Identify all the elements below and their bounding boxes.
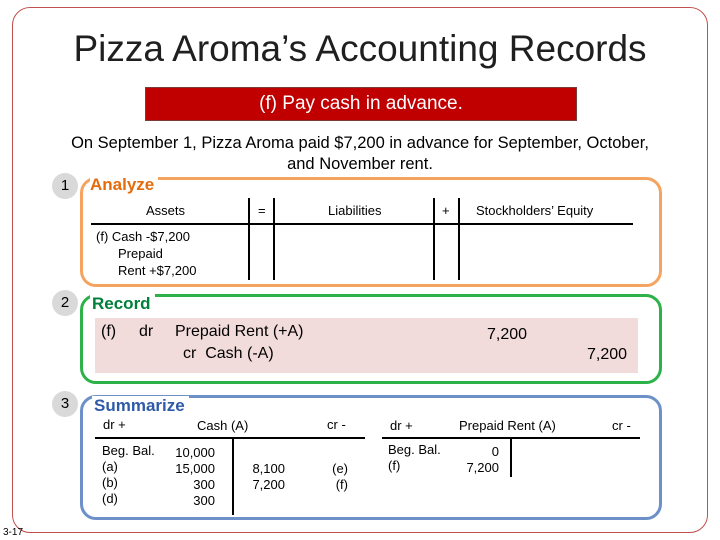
prepaid-left-label: Beg. Bal.: [388, 442, 441, 457]
cash-dr-label: dr +: [103, 417, 126, 432]
cash-t-stem: [232, 437, 234, 515]
cash-left-value: 10,000: [175, 445, 215, 460]
analyze-entry: [96, 228, 196, 279]
cash-right-value: 7,200: [252, 477, 285, 492]
record-label: Record: [90, 294, 155, 314]
prepaid-left-value: 7,200: [466, 460, 499, 475]
equation-divider-2: [273, 198, 275, 280]
cash-left-value: 300: [193, 477, 215, 492]
cash-left-label: Beg. Bal.: [102, 443, 155, 458]
plus-sign: +: [442, 203, 450, 218]
cash-left-label: (d): [102, 491, 118, 506]
transaction-description: [40, 133, 680, 175]
prepaid-left-label: (f): [388, 458, 401, 473]
cash-right-label: (f): [335, 477, 348, 492]
journal-debit-account: Prepaid Rent (+A): [175, 323, 304, 340]
slide-title: Pizza Aroma’s Accounting Records: [73, 28, 647, 69]
prepaid-cr-label: cr -: [612, 418, 631, 433]
journal-dr: dr: [139, 323, 154, 340]
equals-sign: =: [258, 203, 266, 218]
journal-credit-amount: 7,200: [587, 346, 628, 363]
liabilities-header: Liabilities: [328, 203, 382, 218]
page-number: 3-17: [3, 527, 24, 538]
prepaid-t-stem: [510, 437, 512, 477]
equation-header: [91, 198, 633, 224]
assets-header: Assets: [146, 203, 186, 218]
prepaid-account-title: Prepaid Rent (A): [459, 418, 556, 433]
cash-right-label: (e): [332, 461, 348, 476]
journal-entry: [95, 318, 638, 373]
cash-account-title: Cash (A): [197, 418, 249, 433]
journal-debit-amount: 7,200: [487, 326, 528, 343]
cash-left-label: (a): [102, 459, 118, 474]
step-3-badge: 3: [52, 391, 78, 417]
prepaid-dr-label: dr +: [390, 418, 413, 433]
cash-right-values: [235, 461, 285, 493]
cash-right-labels: [328, 461, 348, 493]
description-line-2: and November rent.: [287, 155, 433, 173]
cash-left-value: 300: [193, 493, 215, 508]
cash-t-top: [95, 437, 365, 439]
cash-left-value: 15,000: [175, 461, 215, 476]
step-1-badge: 1: [52, 173, 78, 199]
cash-left-values: [160, 445, 215, 509]
analyze-entry-line-1: (f) Cash -$7,200: [96, 229, 190, 244]
equation-body: [91, 224, 633, 280]
transaction-banner: (f) Pay cash in advance.: [145, 87, 577, 121]
description-line-1: On September 1, Pizza Aroma paid $7,200 in advance for September, October,: [71, 134, 649, 152]
prepaid-left-value: 0: [491, 444, 499, 459]
journal-credit-account: cr Cash (-A): [183, 345, 274, 362]
analyze-label: Analyze: [90, 175, 158, 195]
cash-left-label: (b): [102, 475, 118, 490]
equity-header: Stockholders’ Equity: [476, 203, 594, 218]
equation-divider-1: [248, 198, 250, 280]
step-2-badge: 2: [52, 290, 78, 316]
prepaid-left-labels: [388, 442, 441, 474]
cash-left-labels: [102, 443, 155, 507]
cash-cr-label: cr -: [327, 417, 346, 432]
analyze-entry-line-2: Prepaid: [118, 246, 163, 261]
equation-divider-4: [458, 198, 460, 280]
summarize-label: Summarize: [92, 396, 189, 416]
journal-ref: (f): [101, 323, 117, 340]
cash-right-value: 8,100: [252, 461, 285, 476]
equation-divider-3: [433, 198, 435, 280]
equation-rule: [91, 223, 633, 225]
prepaid-left-values: [455, 444, 499, 476]
analyze-entry-line-3: Rent +$7,200: [118, 263, 197, 278]
